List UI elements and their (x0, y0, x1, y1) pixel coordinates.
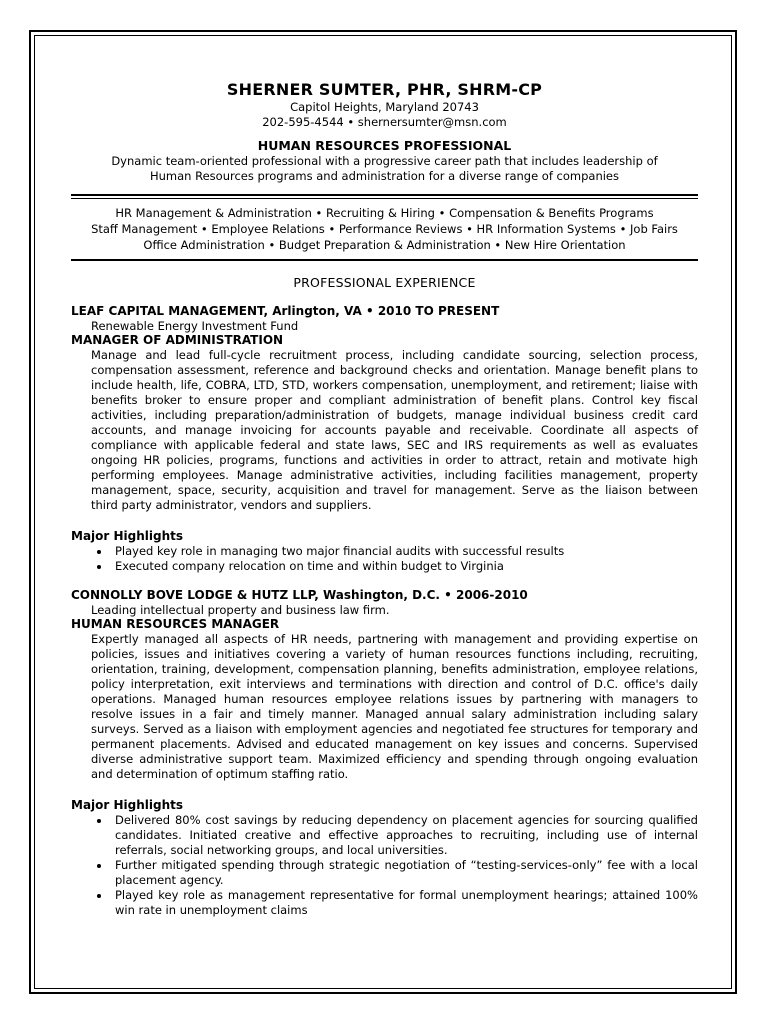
skills-line: Office Administration • Budget Preparation & Administration • New Hire Orientation (143, 238, 626, 252)
resume-header (71, 80, 698, 130)
resume-page (71, 80, 698, 918)
highlights-list (71, 544, 698, 574)
job-role-title: MANAGER OF ADMINISTRATION (71, 333, 284, 347)
professional-summary: Dynamic team-oriented professional with a progressive career path that includes leadership of Human Resources programs and administration for a diverse range of companies (111, 154, 658, 183)
candidate-phone-email: 202-595-4544 • shernersumter@msn.com (262, 115, 507, 129)
skills-line: HR Management & Administration • Recruiting & Hiring • Compensation & Benefits Programs (115, 206, 654, 220)
skills-line: Staff Management • Employee Relations • Performance Reviews • HR Information Systems • Job Fairs (91, 222, 678, 236)
highlight-item: • Delivered 80% cost savings by reducing dependency on placement agencies for sourcing qualified candidates. Initiated creative and effective approaches to recruiting, including use of internal referrals, social networking groups, and local universities. (111, 813, 698, 858)
section-title-experience: PROFESSIONAL EXPERIENCE (293, 275, 476, 290)
job-description: Expertly managed all aspects of HR needs, partnering with management and providing expertise on policies, issues and initiatives covering a variety of human resources functions including, recruiting, orientation, training, development, compensation planning, benefits administration, employee relations, policy interpretation, exit interviews and terminations with direction and control of D.C. office's daily operations. Managed human resources employee relations issues by partnering with managers to resolve issues in a fair and timely manner. Managed annual salary administration including salary surveys. Served as a liaison with employment agencies and negotiated fee structures for temporary and permanent placements. Advised and educated management on key issues and concerns. Supervised diverse administrative support team. Maximized efficiency and spending through ongoing evaluation and determination of optimum staffing ratio. (91, 632, 698, 781)
divider-top-thin (71, 198, 698, 199)
professional-headline: HUMAN RESOURCES PROFESSIONAL (257, 138, 512, 153)
divider-bottom (71, 259, 698, 261)
candidate-name: SHERNER SUMTER, PHR, SHRM-CP (226, 80, 543, 99)
job-employer: LEAF CAPITAL MANAGEMENT, Arlington, VA • 2010 TO PRESENT (71, 304, 500, 318)
job-employer: CONNOLLY BOVE LODGE & HUTZ LLP, Washington, D.C. • 2006-2010 (71, 588, 528, 602)
divider-top-thick (71, 194, 698, 196)
job-employer-description: Renewable Energy Investment Fund (91, 319, 299, 333)
highlights-title: Major Highlights (71, 798, 184, 812)
job-entry (71, 304, 698, 574)
job-role-title: HUMAN RESOURCES MANAGER (71, 617, 280, 631)
job-description: Manage and lead full-cycle recruitment process, including candidate sourcing, selection process, compensation assessment, reference and background checks and orientation. Manage benefit plans to include health, life, COBRA, LTD, STD, workers compensation, unemployment, and retirement; liaise with benefits broker to ensure proper and compliant administration of benefit plans. Control key fiscal activities, including preparation/administration of budgets, manage individual business credit card accounts, and manage invoicing for accounts payable and receivable. Coordinate all aspects of compliance with applicable federal and state laws, SEC and IRS requirements as well as evaluates ongoing HR policies, programs, functions and activities in order to attract, retain and motivate high performing employees. Manage administrative activities, including facilities management, property management, space, security, acquisition and travel for management. Serve as the liaison between third party administrator, vendors and suppliers. (91, 348, 698, 512)
highlight-item: • Executed company relocation on time and within budget to Virginia (111, 559, 698, 574)
job-entry (71, 588, 698, 918)
highlight-item: • Played key role in managing two major financial audits with successful results (111, 544, 698, 559)
candidate-address: Capitol Heights, Maryland 20743 (290, 100, 479, 114)
job-employer-description: Leading intellectual property and business law firm. (91, 603, 390, 617)
highlights-list (71, 813, 698, 918)
highlight-item: • Further mitigated spending through strategic negotiation of “testing-services-only” fee with a local placement agency. (111, 858, 698, 888)
highlight-item: • Played key role as management representative for formal unemployment hearings; attained 100% win rate in unemployment claims (111, 888, 698, 918)
skills-block (71, 205, 698, 253)
highlights-title: Major Highlights (71, 529, 184, 543)
